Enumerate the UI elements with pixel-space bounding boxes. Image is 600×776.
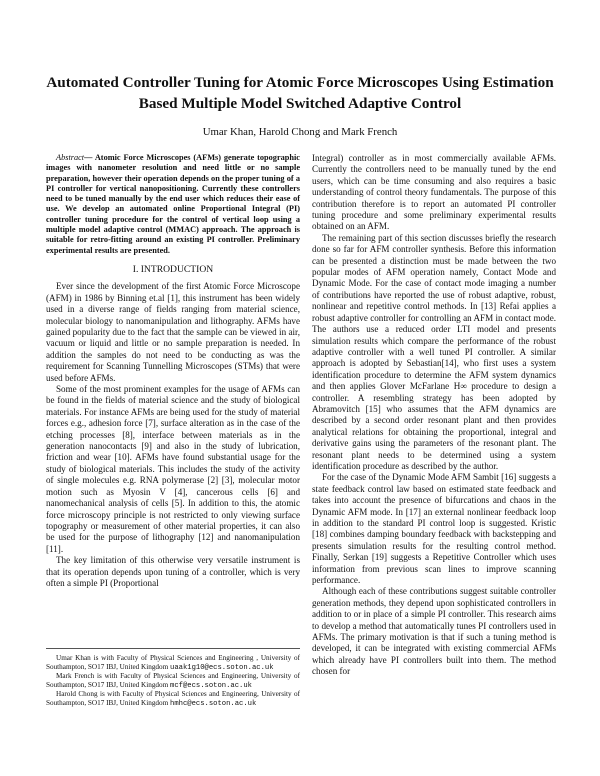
abstract: [46, 153, 300, 256]
paper-title: Automated Controller Tuning for Atomic Force Microscopes Using Estimation Based Multiple Model Switched Adaptive Control: [46, 74, 554, 112]
footnote-umar-text: Umar Khan is with Faculty of Physical Sciences and Engineering , University of Southampton, SO17 IBJ, United Kingdom: [46, 654, 300, 671]
abstract-lead: Abstract: [56, 153, 85, 162]
right-paragraph-1: Integral) controller as in most commercially available AFMs. Currently the controllers need to be manually tuned by the end users, which can be time consuming and also requires a basic understanding of control theory fundamentals. The purpose of this contribution therefore is to report an automated PI controller tuning procedure and some preliminary experimental results obtained on an AFM.: [312, 153, 556, 232]
abstract-text: — Atomic Force Microscopes (AFMs) generate topographic images with nanometer resolution and need little or no sample preparation, however their operation depends on the proper tuning of a PI controller for vertical nanopositioning. Currently these controllers need to be tuned manually by the end user which reduces their ease of use. We develop an automated online Proportional Integral (PI) controller tuning procedure for the control of vertical loop using a multiple model adaptive control (MMAC) approach. The approach is suitable for retro-fitting around an existing PI controller. Preliminary experimental results are presented.: [46, 153, 300, 255]
footnote-mark-text: Mark French is with Faculty of Physical Sciences and Engineering, University of Southampton, SO17 IBJ, United Kingdom: [46, 672, 300, 689]
footnote-mark-email: mcf@ecs.soton.ac.uk: [170, 681, 252, 690]
author-footnotes: [46, 648, 300, 709]
footnote-umar-email: uaak1g10@ecs.soton.ac.uk: [170, 663, 274, 672]
right-paragraph-3: For the case of the Dynamic Mode AFM Sambit [16] suggests a state feedback control law based on estimated state feedback and takes into account the presence of bifurcations and chaos in the Dynamic AFM mode. In [17] an external nonlinear feedback loop in addition to the standard PI control loop is suggested. Kristic [18] combines damping boundary feedback with backstepping and presents simulation results for the resulting control method. Finally, Serkan [19] suggests a Repetitive Controller which uses information from previous scan lines to improve scanning performance.: [312, 472, 556, 586]
section-heading-introduction: I. INTRODUCTION: [132, 263, 214, 275]
intro-paragraph-2: Some of the most prominent examples for the usage of AFMs can be found in the fields of material science and the study of biological materials. For instance AFMs are being used for the study of material forces e.g., adhesion force [7], surface alteration as in the case of the etching processes [8], interface between materials as in the generation nanocontacts [9] and also in the study of lubrication, friction and wear [10]. AFMs have found substantial usage for the study of biological materials. This includes the study of the activity of single molecules e.g. RNA polymerase [2] [3], molecular motor motion such as Myosin V [4], cancerous cells [6] and nanomechanical analysis of cells [5]. In addition to this, the atomic force microscopy principle is not restricted to only viewing surface topography or measurement of other material properties, it can also be used for the purpose of lithography [12] and nanomanipulation [11].: [46, 384, 300, 554]
right-column: [312, 153, 556, 678]
left-column: [46, 153, 300, 589]
footnote-harold-text: Harold Chong is with Faculty of Physical Sciences and Engineering, University of Southampton, SO17 IBJ, United Kingdom: [46, 690, 300, 707]
footnote-harold-email: hmhc@ecs.soton.ac.uk: [170, 699, 257, 708]
right-paragraph-4: Although each of these contributions suggest suitable controller generation methods, they depend upon sophisticated controllers in addition to or in place of a simple PI controller. This research aims to develop a method that automatically tunes PI controllers used in AFMs. The primary motivation is that if such a tuning method is developed, it can be integrated with existing commercial AFMs which already have PI controllers built into them. The method chosen for: [312, 586, 556, 677]
footnote-umar: [46, 654, 300, 672]
footnote-harold: [46, 690, 300, 708]
paper-authors: Umar Khan, Harold Chong and Mark French: [202, 126, 398, 138]
right-paragraph-2: The remaining part of this section discusses briefly the research done so far for AFM controller synthesis. Before this information can be presented a distinction must be made between the two popular modes of AFM operation namely, Contact Mode and Dynamic Mode. For the case of contact mode imaging a number of contributions have reported the use of robust adaptive, robust, nonlinear and repetitive control methods. In [13] Refai applies a robust adaptive controller for controlling an AFM in contact mode. The authors use a reduced order LTI model and presents simulation results which compare the performance of the robust adaptive controller with a well tuned PI controller. A similar approach is adopted by Sebastian[14], who first uses a system identification procedure to determine the AFM system dynamics and then applies Glover McFarlane H∞ procedure to design a controller. A resembling strategy has been adopted by Abramovitch [15] who assumes that the AFM dynamics are described by a second order resonant plant and then provides analytical relations for obtaining the proportional, integral and derivative gains using the parameters of the resonant plant. The resonant plant needs to be determined using a system identification procedure as described by the author.: [312, 232, 556, 471]
intro-paragraph-3: The key limitation of this otherwise very versatile instrument is that its operation depends upon tuning of a controller, which is very often a simple PI (Proportional: [46, 555, 300, 588]
footnote-mark: [46, 672, 300, 690]
intro-paragraph-1: Ever since the development of the first Atomic Force Microscope (AFM) in 1986 by Binning et.al [1], this instrument has been widely used in a diverse range of fields ranging from material science, molecular biology to nanomanipulation and lithography. AFMs have gained popularity due to the fact that the sample can be viewed in air, vacuum or liquid and little or no sample preparation is needed. In addition the samples do not need to be conducting as was the requirement for Scanning Tunnelling Microscopes (STMs) that were used before AFMs.: [46, 281, 300, 383]
